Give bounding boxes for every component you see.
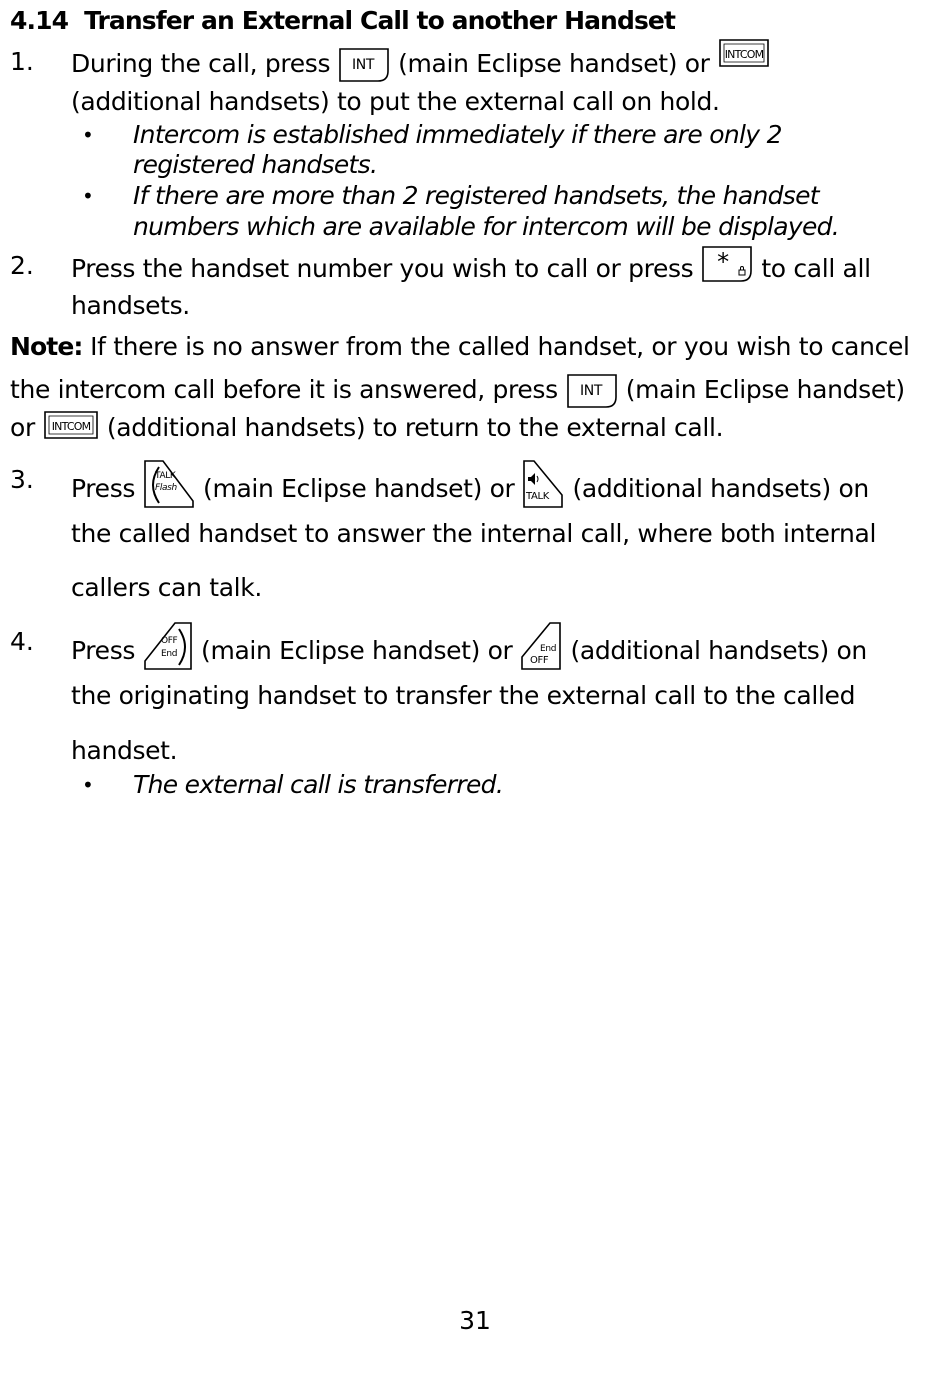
bullet-dot: • — [82, 184, 94, 208]
note-text: (main Eclipse handset) — [625, 375, 905, 404]
note-text: or — [10, 413, 35, 442]
section-title: Transfer an External Call to another Handset — [84, 6, 676, 35]
int-key-icon — [338, 47, 390, 83]
intcom-key-icon — [718, 38, 770, 68]
step-4-line-1 — [71, 627, 867, 677]
bullet-text: The external call is transferred. — [133, 770, 504, 799]
step-3-line-1 — [71, 465, 869, 515]
step-1-text: During the call, press — [71, 49, 331, 78]
end-off-key-icon — [520, 621, 562, 671]
step-1-line-2: (additional handsets) to put the external call on hold. — [71, 87, 720, 116]
note-text: (additional handsets) to return to the external call. — [106, 413, 724, 442]
step-1-line-1 — [71, 47, 778, 83]
step-4-number: 4. — [10, 627, 34, 656]
step-2-number: 2. — [10, 251, 34, 280]
step-2-line-1 — [71, 248, 871, 289]
section-number: 4.14 — [10, 6, 69, 35]
step-4-text: (main Eclipse handset) or — [201, 636, 513, 665]
note-text: the intercom call before it is answered, press — [10, 375, 558, 404]
int-key-label: INT — [352, 57, 375, 73]
bullet-text: registered handsets. — [133, 150, 378, 179]
step-2-line-2: handsets. — [71, 291, 190, 320]
int-key-label: INT — [579, 383, 602, 399]
bullet-dot: • — [82, 773, 94, 797]
intcom-key-label: INTCOM — [724, 48, 763, 61]
intcom-key-label: INTCOM — [51, 420, 91, 433]
bullet-text: Intercom is established immediately if there are only 2 — [133, 120, 782, 149]
step-3-number: 3. — [10, 465, 34, 494]
step-4-line-3: handset. — [71, 736, 178, 765]
note-label: Note: — [10, 332, 83, 361]
flash-key-label: Flash — [155, 483, 177, 493]
end-key-label: End — [161, 649, 178, 659]
step-2-text: to call all — [761, 254, 871, 283]
intcom-key-icon — [43, 410, 99, 440]
step-2-text: Press the handset number you wish to call or press — [71, 254, 694, 283]
step-1-number: 1. — [10, 47, 34, 76]
star-key-icon — [701, 245, 753, 283]
step-4-text: Press — [71, 636, 136, 665]
off-key-label: OFF — [530, 655, 549, 666]
step-3-line-3: callers can talk. — [71, 573, 262, 602]
step-3-text: (additional handsets) on — [572, 474, 869, 503]
note-line-1 — [10, 332, 910, 362]
talk-flash-key-icon — [143, 459, 195, 509]
off-key-label: OFF — [161, 636, 178, 646]
bullet-dot: • — [82, 123, 94, 147]
note-text: If there is no answer from the called handset, or you wish to cancel — [90, 332, 910, 361]
step-3-text: Press — [71, 474, 136, 503]
speaker-talk-key-icon — [522, 459, 564, 509]
bullet-text: If there are more than 2 registered handsets, the handset — [133, 181, 819, 210]
step-3-text: (main Eclipse handset) or — [203, 474, 515, 503]
note-line-2 — [10, 373, 905, 409]
section-heading — [10, 6, 675, 35]
page-number: 31 — [459, 1306, 491, 1335]
step-4-text: (additional handsets) on — [570, 636, 867, 665]
note-line-3 — [10, 413, 723, 444]
talk-key-label: TALK — [155, 471, 176, 481]
step-1-text: (main Eclipse handset) or — [398, 49, 710, 78]
step-3-line-2: the called handset to answer the internal call, where both internal — [71, 519, 877, 548]
talk-key-label: TALK — [526, 491, 550, 502]
end-key-label: End — [540, 644, 557, 654]
off-end-key-icon — [143, 621, 193, 671]
step-4-line-2: the originating handset to transfer the external call to the called — [71, 681, 856, 710]
svg-text:*: * — [717, 248, 730, 276]
bullet-text: numbers which are available for intercom will be displayed. — [133, 212, 840, 241]
int-key-icon — [566, 373, 618, 409]
